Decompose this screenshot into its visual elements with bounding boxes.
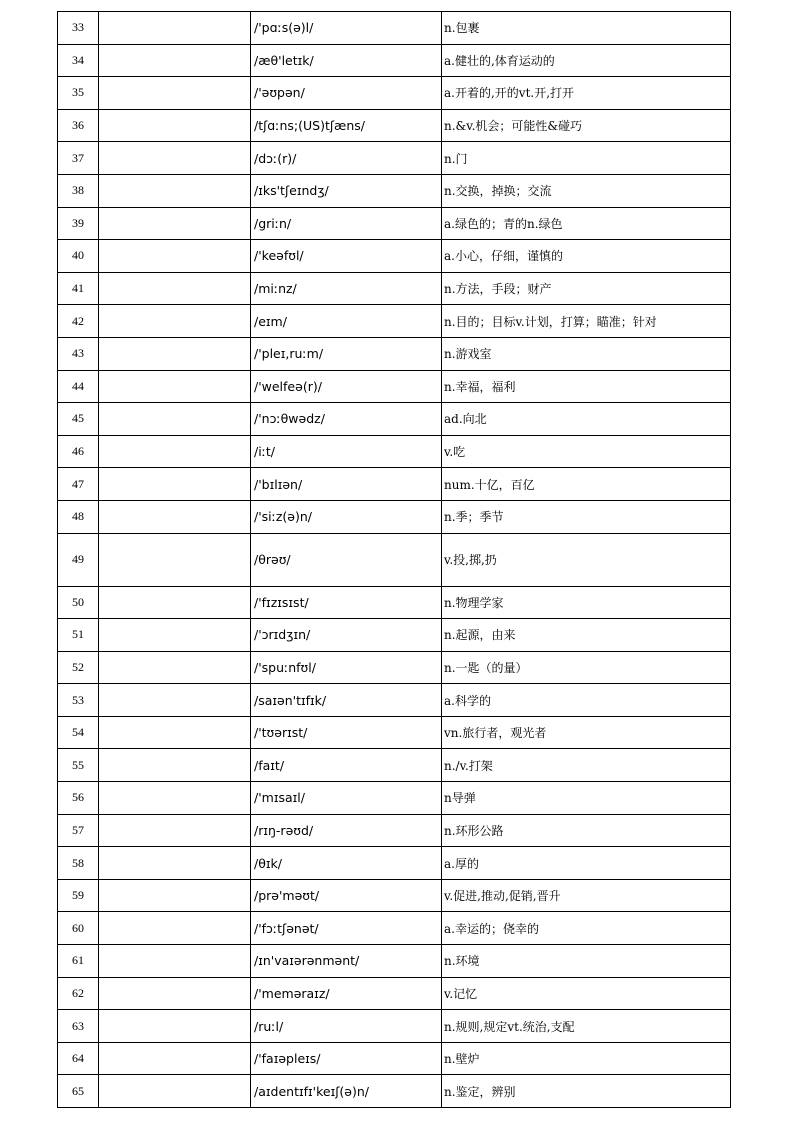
phonetic-cell: /'pɑːs(ə)l/	[251, 12, 442, 45]
table-row	[58, 207, 731, 240]
row-number: 44	[58, 370, 99, 403]
word-cell	[99, 977, 251, 1010]
phonetic-cell: /'tʊərɪst/	[251, 716, 442, 749]
row-number: 48	[58, 500, 99, 533]
table-row	[58, 272, 731, 305]
word-cell	[99, 305, 251, 338]
phonetic-cell: /saɪən'tɪfɪk/	[251, 684, 442, 717]
phonetic-cell: /'fɔːtʃənət/	[251, 912, 442, 945]
row-number: 36	[58, 109, 99, 142]
word-cell	[99, 651, 251, 684]
meaning-cell: n.一匙（的量）	[442, 651, 731, 684]
row-number: 42	[58, 305, 99, 338]
word-cell	[99, 716, 251, 749]
meaning-cell: n.方法，手段；财产	[442, 272, 731, 305]
row-number: 47	[58, 468, 99, 501]
row-number: 45	[58, 403, 99, 436]
word-cell	[99, 370, 251, 403]
meaning-cell: vn.旅行者，观光者	[442, 716, 731, 749]
row-number: 53	[58, 684, 99, 717]
phonetic-cell: /dɔː(r)/	[251, 142, 442, 175]
phonetic-cell: /aɪdentɪfɪ'keɪʃ(ə)n/	[251, 1075, 442, 1108]
phonetic-cell: /'nɔːθwədz/	[251, 403, 442, 436]
table-row	[58, 1075, 731, 1108]
word-cell	[99, 272, 251, 305]
table-row	[58, 533, 731, 586]
meaning-cell: n.游戏室	[442, 337, 731, 370]
row-number: 50	[58, 586, 99, 619]
meaning-cell: n.&v.机会；可能性&碰巧	[442, 109, 731, 142]
meaning-cell: num.十亿，百亿	[442, 468, 731, 501]
word-cell	[99, 586, 251, 619]
phonetic-cell: /iːt/	[251, 435, 442, 468]
row-number: 57	[58, 814, 99, 847]
vocabulary-table-body	[58, 12, 731, 1108]
word-cell	[99, 945, 251, 978]
table-row	[58, 468, 731, 501]
table-row	[58, 337, 731, 370]
row-number: 60	[58, 912, 99, 945]
phonetic-cell: /θɪk/	[251, 847, 442, 880]
row-number: 49	[58, 533, 99, 586]
row-number: 39	[58, 207, 99, 240]
phonetic-cell: /'əʊpən/	[251, 77, 442, 110]
word-cell	[99, 814, 251, 847]
table-row	[58, 174, 731, 207]
meaning-cell: n.幸福，福利	[442, 370, 731, 403]
phonetic-cell: /'faɪəpleɪs/	[251, 1042, 442, 1075]
table-row	[58, 435, 731, 468]
row-number: 56	[58, 782, 99, 815]
row-number: 51	[58, 619, 99, 652]
phonetic-cell: /faɪt/	[251, 749, 442, 782]
table-row	[58, 1010, 731, 1043]
table-row	[58, 240, 731, 273]
phonetic-cell: /miːnz/	[251, 272, 442, 305]
meaning-cell: a.科学的	[442, 684, 731, 717]
meaning-cell: v.促进,推动,促销,晋升	[442, 879, 731, 912]
phonetic-cell: /'fɪzɪsɪst/	[251, 586, 442, 619]
word-cell	[99, 109, 251, 142]
phonetic-cell: /'spuːnfʊl/	[251, 651, 442, 684]
table-row	[58, 619, 731, 652]
table-row	[58, 77, 731, 110]
word-cell	[99, 468, 251, 501]
phonetic-cell: /eɪm/	[251, 305, 442, 338]
table-row	[58, 12, 731, 45]
row-number: 64	[58, 1042, 99, 1075]
row-number: 35	[58, 77, 99, 110]
word-cell	[99, 684, 251, 717]
row-number: 37	[58, 142, 99, 175]
meaning-cell: n.包裹	[442, 12, 731, 45]
word-cell	[99, 533, 251, 586]
word-cell	[99, 77, 251, 110]
row-number: 61	[58, 945, 99, 978]
meaning-cell: ad.向北	[442, 403, 731, 436]
meaning-cell: n.规则,规定vt.统治,支配	[442, 1010, 731, 1043]
meaning-cell: a.开着的,开的vt.开,打开	[442, 77, 731, 110]
row-number: 34	[58, 44, 99, 77]
meaning-cell: n.交换，掉换；交流	[442, 174, 731, 207]
phonetic-cell: /tʃɑːns;(US)tʃæns/	[251, 109, 442, 142]
table-row	[58, 1042, 731, 1075]
phonetic-cell: /'siːz(ə)n/	[251, 500, 442, 533]
word-cell	[99, 847, 251, 880]
table-row	[58, 945, 731, 978]
meaning-cell: n导弹	[442, 782, 731, 815]
word-cell	[99, 1042, 251, 1075]
word-cell	[99, 1075, 251, 1108]
row-number: 55	[58, 749, 99, 782]
meaning-cell: a.小心，仔细，谨慎的	[442, 240, 731, 273]
meaning-cell: a.绿色的；青的n.绿色	[442, 207, 731, 240]
row-number: 58	[58, 847, 99, 880]
meaning-cell: a.健壮的,体育运动的	[442, 44, 731, 77]
table-row	[58, 749, 731, 782]
word-cell	[99, 912, 251, 945]
table-row	[58, 977, 731, 1010]
table-row	[58, 142, 731, 175]
phonetic-cell: /'pleɪ,ruːm/	[251, 337, 442, 370]
row-number: 33	[58, 12, 99, 45]
table-row	[58, 44, 731, 77]
meaning-cell: a.幸运的；侥幸的	[442, 912, 731, 945]
word-cell	[99, 142, 251, 175]
phonetic-cell: /griːn/	[251, 207, 442, 240]
meaning-cell: n.门	[442, 142, 731, 175]
table-row	[58, 879, 731, 912]
word-cell	[99, 435, 251, 468]
phonetic-cell: /θrəʊ/	[251, 533, 442, 586]
word-cell	[99, 207, 251, 240]
phonetic-cell: /'mɪsaɪl/	[251, 782, 442, 815]
phonetic-cell: /rɪŋ-rəʊd/	[251, 814, 442, 847]
phonetic-cell: /'keəfʊl/	[251, 240, 442, 273]
row-number: 52	[58, 651, 99, 684]
phonetic-cell: /prə'məʊt/	[251, 879, 442, 912]
table-row	[58, 109, 731, 142]
table-row	[58, 651, 731, 684]
meaning-cell: n.环境	[442, 945, 731, 978]
meaning-cell: a.厚的	[442, 847, 731, 880]
word-cell	[99, 619, 251, 652]
word-cell	[99, 12, 251, 45]
meaning-cell: v.记忆	[442, 977, 731, 1010]
table-row	[58, 586, 731, 619]
phonetic-cell: /ruːl/	[251, 1010, 442, 1043]
table-row	[58, 370, 731, 403]
row-number: 38	[58, 174, 99, 207]
table-row	[58, 782, 731, 815]
meaning-cell: v.投,掷,扔	[442, 533, 731, 586]
meaning-cell: n.壁炉	[442, 1042, 731, 1075]
word-cell	[99, 879, 251, 912]
phonetic-cell: /æθ'letɪk/	[251, 44, 442, 77]
phonetic-cell: /'welfeə(r)/	[251, 370, 442, 403]
meaning-cell: n.鉴定，辨别	[442, 1075, 731, 1108]
row-number: 62	[58, 977, 99, 1010]
word-cell	[99, 174, 251, 207]
row-number: 41	[58, 272, 99, 305]
table-row	[58, 912, 731, 945]
word-cell	[99, 749, 251, 782]
meaning-cell: v.吃	[442, 435, 731, 468]
meaning-cell: n.物理学家	[442, 586, 731, 619]
phonetic-cell: /'memәraɪz/	[251, 977, 442, 1010]
word-cell	[99, 782, 251, 815]
row-number: 43	[58, 337, 99, 370]
phonetic-cell: /'ɔrɪdʒɪn/	[251, 619, 442, 652]
word-cell	[99, 240, 251, 273]
meaning-cell: n.环形公路	[442, 814, 731, 847]
word-cell	[99, 403, 251, 436]
table-row	[58, 814, 731, 847]
word-cell	[99, 1010, 251, 1043]
meaning-cell: n.季；季节	[442, 500, 731, 533]
table-row	[58, 500, 731, 533]
table-row	[58, 847, 731, 880]
table-row	[58, 305, 731, 338]
vocabulary-table	[57, 11, 731, 1108]
row-number: 40	[58, 240, 99, 273]
meaning-cell: n./v.打架	[442, 749, 731, 782]
row-number: 65	[58, 1075, 99, 1108]
word-cell	[99, 44, 251, 77]
meaning-cell: n.起源，由来	[442, 619, 731, 652]
row-number: 59	[58, 879, 99, 912]
phonetic-cell: /ɪks'tʃeɪndʒ/	[251, 174, 442, 207]
meaning-cell: n.目的；目标v.计划，打算；瞄准；针对	[442, 305, 731, 338]
phonetic-cell: /ɪn'vaɪərənmənt/	[251, 945, 442, 978]
table-row	[58, 403, 731, 436]
row-number: 54	[58, 716, 99, 749]
word-cell	[99, 500, 251, 533]
row-number: 63	[58, 1010, 99, 1043]
word-cell	[99, 337, 251, 370]
row-number: 46	[58, 435, 99, 468]
phonetic-cell: /'bɪlɪən/	[251, 468, 442, 501]
table-row	[58, 684, 731, 717]
table-row	[58, 716, 731, 749]
